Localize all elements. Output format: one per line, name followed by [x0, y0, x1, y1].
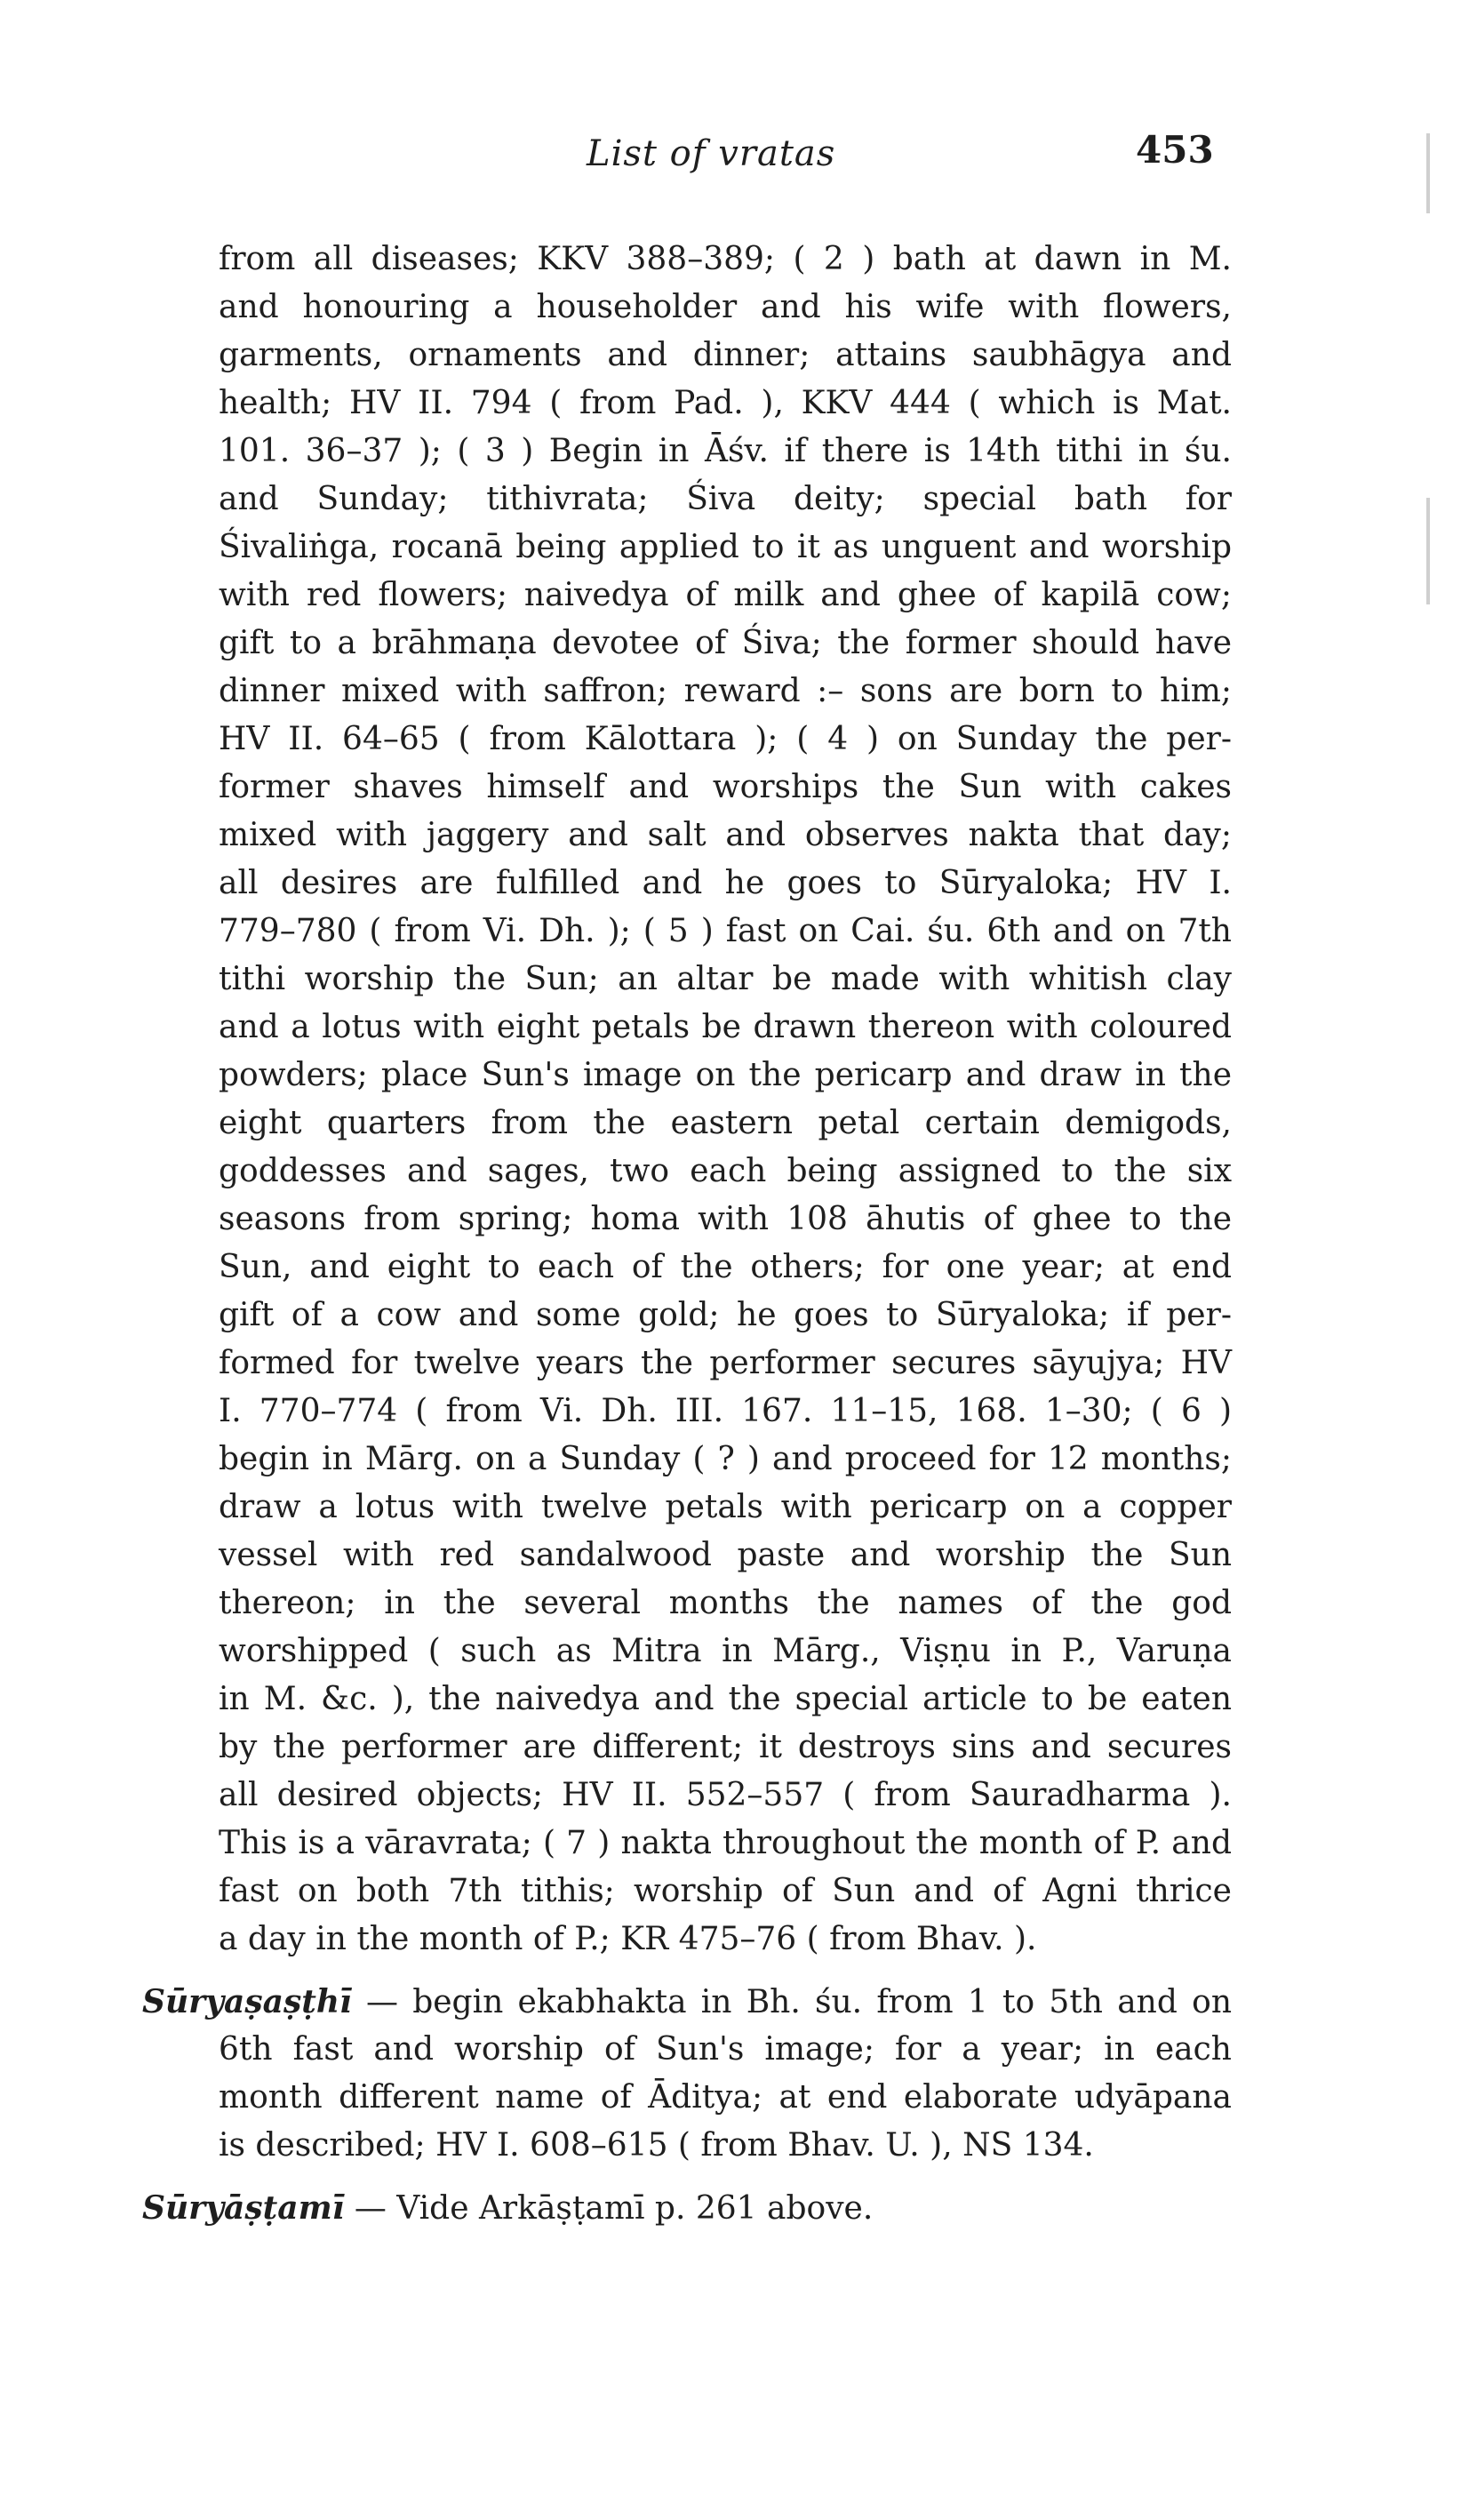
text-line: health; HV II. 794 ( from Pad. ), KKV 444 ( which is Mat.: [219, 385, 1232, 421]
text-line: seasons from spring; homa with 108 āhutis of ghee to the: [219, 1201, 1232, 1237]
text-line: with red flowers; naivedya of milk and ghee of kapilā cow;: [219, 577, 1232, 613]
text-line: from all diseases; KKV 388–389; ( 2 ) bath at dawn in M.: [219, 241, 1232, 277]
text-line: former shaves himself and worships the Sun with cakes: [219, 769, 1232, 805]
text-line: 101. 36–37 ); ( 3 ) Begin in Āśv. if there is 14th tithi in śu.: [219, 433, 1232, 469]
entry-text: begin ekabhakta in Bh. śu. from 1 to 5th and on: [412, 1984, 1232, 2020]
text-line: tithi worship the Sun; an altar be made with whitish clay: [219, 961, 1232, 997]
entry-first-line: [142, 1978, 1232, 2026]
text-line: and a lotus with eight petals be drawn thereon with coloured: [219, 1009, 1232, 1045]
text-line: Śivaliṅga, rocanā being applied to it as unguent and worship: [219, 529, 1232, 565]
text-line: a day in the month of P.; KR 475–76 ( from Bhav. ).: [219, 1921, 1037, 1957]
entry-text: Vide Arkāṣṭamī p. 261 above.: [396, 2190, 874, 2227]
text-line: and honouring a householder and his wife with flowers,: [219, 289, 1232, 325]
text-line: gift to a brāhmaṇa devotee of Śiva; the former should have: [219, 625, 1232, 661]
entry-first-line: [142, 2184, 1232, 2232]
text-line: all desires are fulfilled and he goes to Sūryaloka; HV I.: [219, 865, 1232, 901]
entry-headword: Sūryāṣṭamī: [142, 2189, 345, 2227]
text-line: vessel with red sandalwood paste and worship the Sun: [219, 1537, 1232, 1573]
text-line: 6th fast and worship of Sun's image; for a year; in each: [219, 2031, 1232, 2068]
text-line: all desired objects; HV II. 552–557 ( from Sauradharma ).: [219, 1777, 1232, 1813]
text-line: by the performer are different; it destroys sins and secures: [219, 1729, 1232, 1765]
text-line: dinner mixed with saffron; reward :– sons are born to him;: [219, 673, 1232, 709]
text-line: worshipped ( such as Mitra in Mārg., Viṣṇu in P., Varuṇa: [219, 1633, 1232, 1669]
text-line: powders; place Sun's image on the pericarp and draw in the: [219, 1057, 1232, 1093]
text-line: gift of a cow and some gold; he goes to Sūryaloka; if per-: [219, 1297, 1232, 1333]
text-line: eight quarters from the eastern petal certain demigods,: [219, 1105, 1232, 1141]
page-edge-mark: [1426, 498, 1430, 604]
text-line: goddesses and sages, two each being assigned to the six: [219, 1153, 1232, 1189]
text-line: I. 770–774 ( from Vi. Dh. III. 167. 11–15, 168. 1–30; ( 6 ): [219, 1393, 1232, 1429]
text-line: This is a vāravrata; ( 7 ) nakta throughout the month of P. and: [219, 1825, 1232, 1861]
running-head: List of vratas: [587, 133, 836, 174]
entry-headword: Sūryaṣaṣṭhī: [142, 1983, 352, 2020]
entry-separator: —: [344, 2190, 397, 2227]
text-line: month different name of Āditya; at end elaborate udyāpana: [219, 2079, 1232, 2116]
text-line: garments, ornaments and dinner; attains saubhāgya and: [219, 337, 1232, 373]
entry-separator: —: [351, 1984, 413, 2020]
page-header: [0, 128, 1469, 196]
text-line: mixed with jaggery and salt and observes nakta that day;: [219, 817, 1232, 853]
text-line: HV II. 64–65 ( from Kālottara ); ( 4 ) on Sunday the per-: [219, 721, 1232, 757]
page-number: 453: [1136, 128, 1214, 172]
text-line: and Sunday; tithivrata; Śiva deity; special bath for: [219, 481, 1232, 517]
text-line: is described; HV I. 608–615 ( from Bhav. U. ), NS 134.: [219, 2127, 1094, 2164]
text-line: fast on both 7th tithis; worship of Sun and of Agni thrice: [219, 1873, 1232, 1909]
text-line: Sun, and eight to each of the others; for one year; at end: [219, 1249, 1232, 1285]
text-line: formed for twelve years the performer secures sāyujya; HV: [219, 1345, 1232, 1381]
text-line: in M. &c. ), the naivedya and the special article to be eaten: [219, 1681, 1232, 1717]
text-line: begin in Mārg. on a Sunday ( ? ) and proceed for 12 months;: [219, 1441, 1232, 1477]
text-line: thereon; in the several months the names of the god: [219, 1585, 1232, 1621]
text-line: 779–780 ( from Vi. Dh. ); ( 5 ) fast on Cai. śu. 6th and on 7th: [219, 913, 1232, 949]
text-line: draw a lotus with twelve petals with pericarp on a copper: [219, 1489, 1232, 1525]
